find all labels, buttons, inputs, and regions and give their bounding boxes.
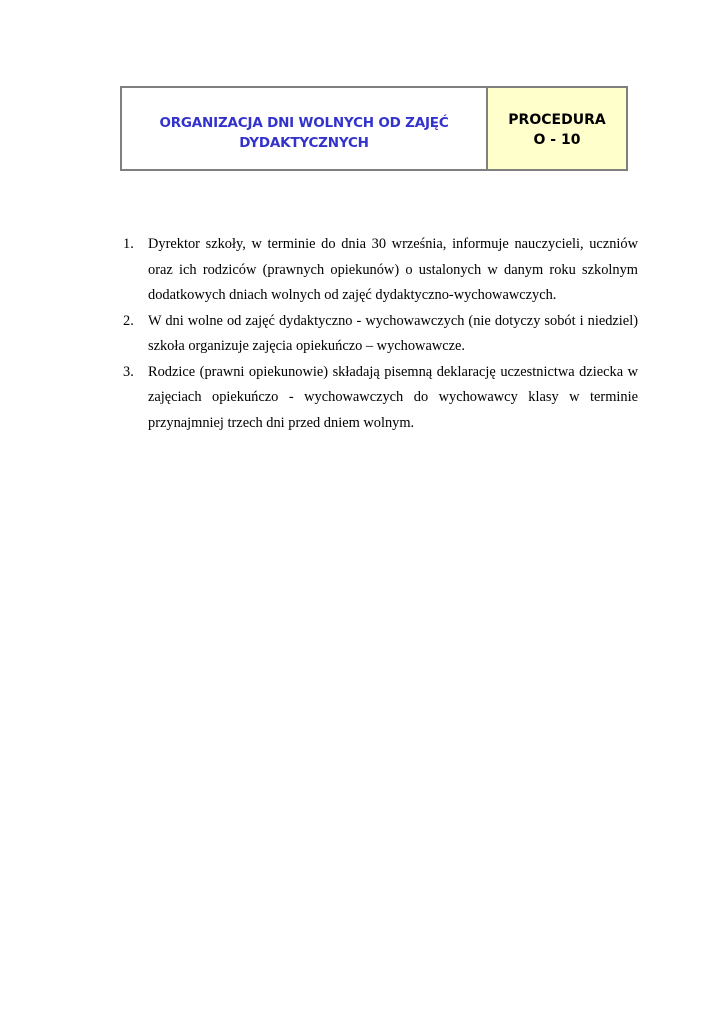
procedure-title-line1: ORGANIZACJA DNI WOLNYCH OD ZAJĘĆ <box>159 114 449 131</box>
procedure-label: PROCEDURA <box>508 112 606 128</box>
step-number: 3. <box>123 363 134 380</box>
procedure-code-cell <box>488 88 626 169</box>
procedure-step-1 <box>123 232 638 309</box>
procedure-header-table <box>120 86 628 171</box>
procedure-title <box>149 113 459 153</box>
step-text: W dni wolne od zajęć dydaktyczno - wychowawczych (nie dotyczy sobót i niedziel) szkoła organizuje zajęcia opiekuńczo – wychowawcze. <box>148 312 638 354</box>
procedure-step-3 <box>123 360 638 437</box>
procedure-code: O - 10 <box>533 132 581 148</box>
step-number: 2. <box>123 312 134 329</box>
procedure-title-cell <box>122 88 488 169</box>
procedure-title-line2: DYDAKTYCZNYCH <box>239 134 369 151</box>
step-number: 1. <box>123 236 134 252</box>
procedure-step-2 <box>123 309 638 360</box>
procedure-steps-list <box>123 232 638 436</box>
step-text: Rodzice (prawni opiekunowie) składają pisemną deklarację uczestnictwa dziecka w zajęciach opiekuńczo - wychowawczych do wychowawcy klasy w terminie przynajmniej trzech dni przed dniem wolnym. <box>148 363 638 431</box>
step-text: Dyrektor szkoły, w terminie do dnia 30 września, informuje nauczycieli, uczniów oraz ich rodziców (prawnych opiekunów) o ustalonych w danym roku szkolnym dodatkowych dniach wolnych od zajęć dydaktyczno-wychowawczych. <box>148 236 638 303</box>
